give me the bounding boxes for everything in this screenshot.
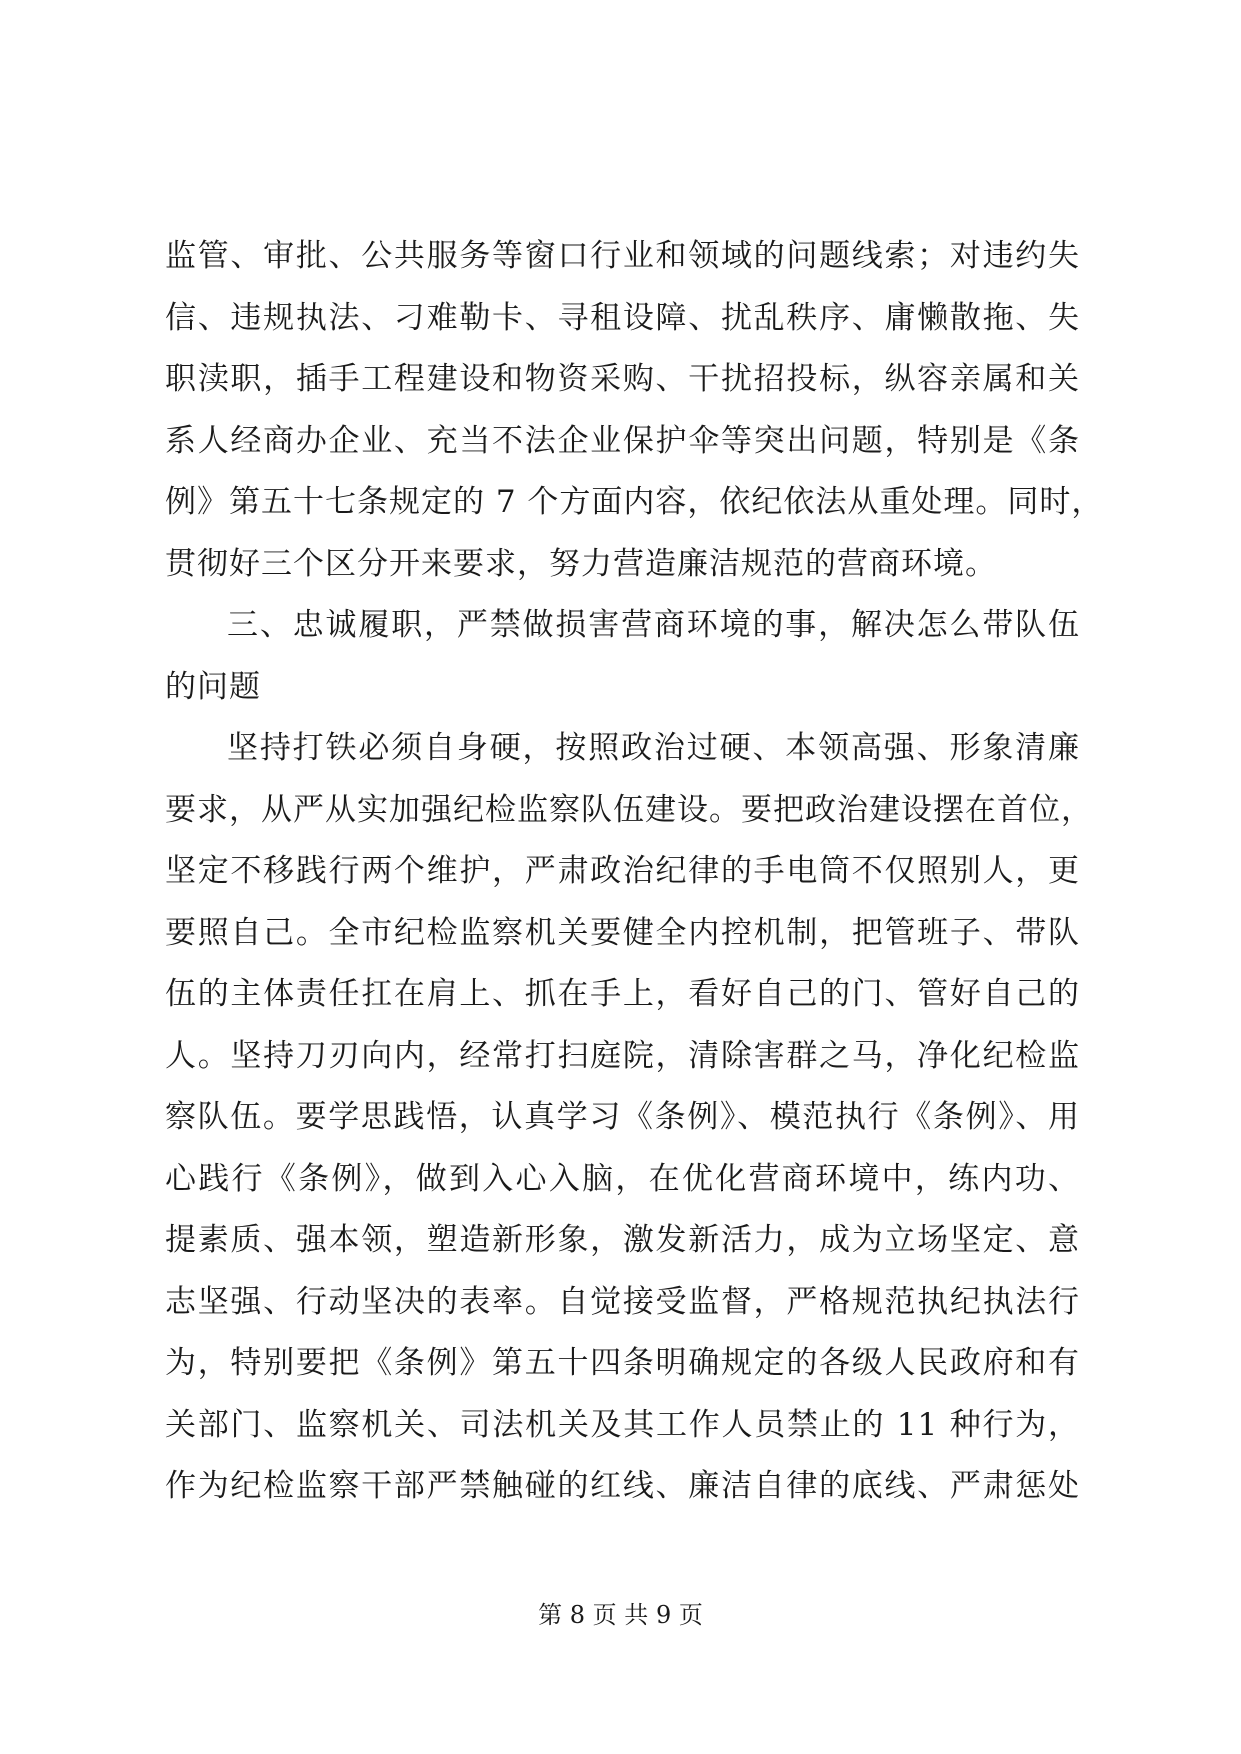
text-line: 坚定不移践行两个维护，严肃政治纪律的手电筒不仅照别人，更	[165, 853, 1080, 889]
text-line: 信、违规执法、刁难勒卡、寻租设障、扰乱秩序、庸懒散拖、失	[165, 299, 1080, 336]
text-line: 系人经商办企业、充当不法企业保护伞等突出问题，特别是《条	[165, 422, 1080, 459]
text-line: 贯彻好三个区分开来要求，努力营造廉洁规范的营商环境。	[165, 545, 997, 582]
text-line: 的问题	[165, 668, 261, 705]
text-line: 坚持打铁必须自身硬，按照政治过硬、本领高强、形象清廉	[227, 730, 1080, 766]
text-line: 职渎职，插手工程建设和物资采购、干扰招投标，纵容亲属和关	[165, 361, 1080, 397]
text-line: 要照自己。全市纪检监察机关要健全内控机制，把管班子、带队	[165, 914, 1080, 951]
text-line: 察队伍。要学思践悟，认真学习《条例》、模范执行《条例》、用	[165, 1099, 1080, 1135]
text-line: 例》第五十七条规定的 7 个方面内容，依纪依法从重处理。同时，	[165, 484, 1104, 520]
page-footer: 第 8 页 共 9 页	[538, 1601, 703, 1629]
text-line: 作为纪检监察干部严禁触碰的红线、廉洁自律的底线、严肃惩处	[165, 1468, 1080, 1504]
text-line: 心践行《条例》，做到入心入脑，在优化营商环境中，练内功、	[165, 1160, 1080, 1197]
text-line: 要求，从严从实加强纪检监察队伍建设。要把政治建设摆在首位，	[165, 791, 1093, 828]
text-line: 伍的主体责任扛在肩上、抓在手上，看好自己的门、管好自己的	[165, 976, 1080, 1012]
text-line: 三、忠诚履职，严禁做损害营商环境的事，解决怎么带队伍	[227, 607, 1080, 643]
text-line: 提素质、强本领，塑造新形象，激发新活力，成为立场坚定、意	[165, 1222, 1080, 1258]
text-line: 关部门、监察机关、司法机关及其工作人员禁止的 11 种行为，	[165, 1406, 1080, 1443]
document-body	[165, 226, 1104, 1518]
text-line: 人。坚持刀刃向内，经常打扫庭院，清除害群之马，净化纪检监	[165, 1037, 1080, 1074]
text-line: 监管、审批、公共服务等窗口行业和领域的问题线索；对违约失	[165, 238, 1080, 274]
text-line: 志坚强、行动坚决的表率。自觉接受监督，严格规范执纪执法行	[165, 1283, 1080, 1320]
text-line: 为，特别要把《条例》第五十四条明确规定的各级人民政府和有	[165, 1345, 1080, 1381]
